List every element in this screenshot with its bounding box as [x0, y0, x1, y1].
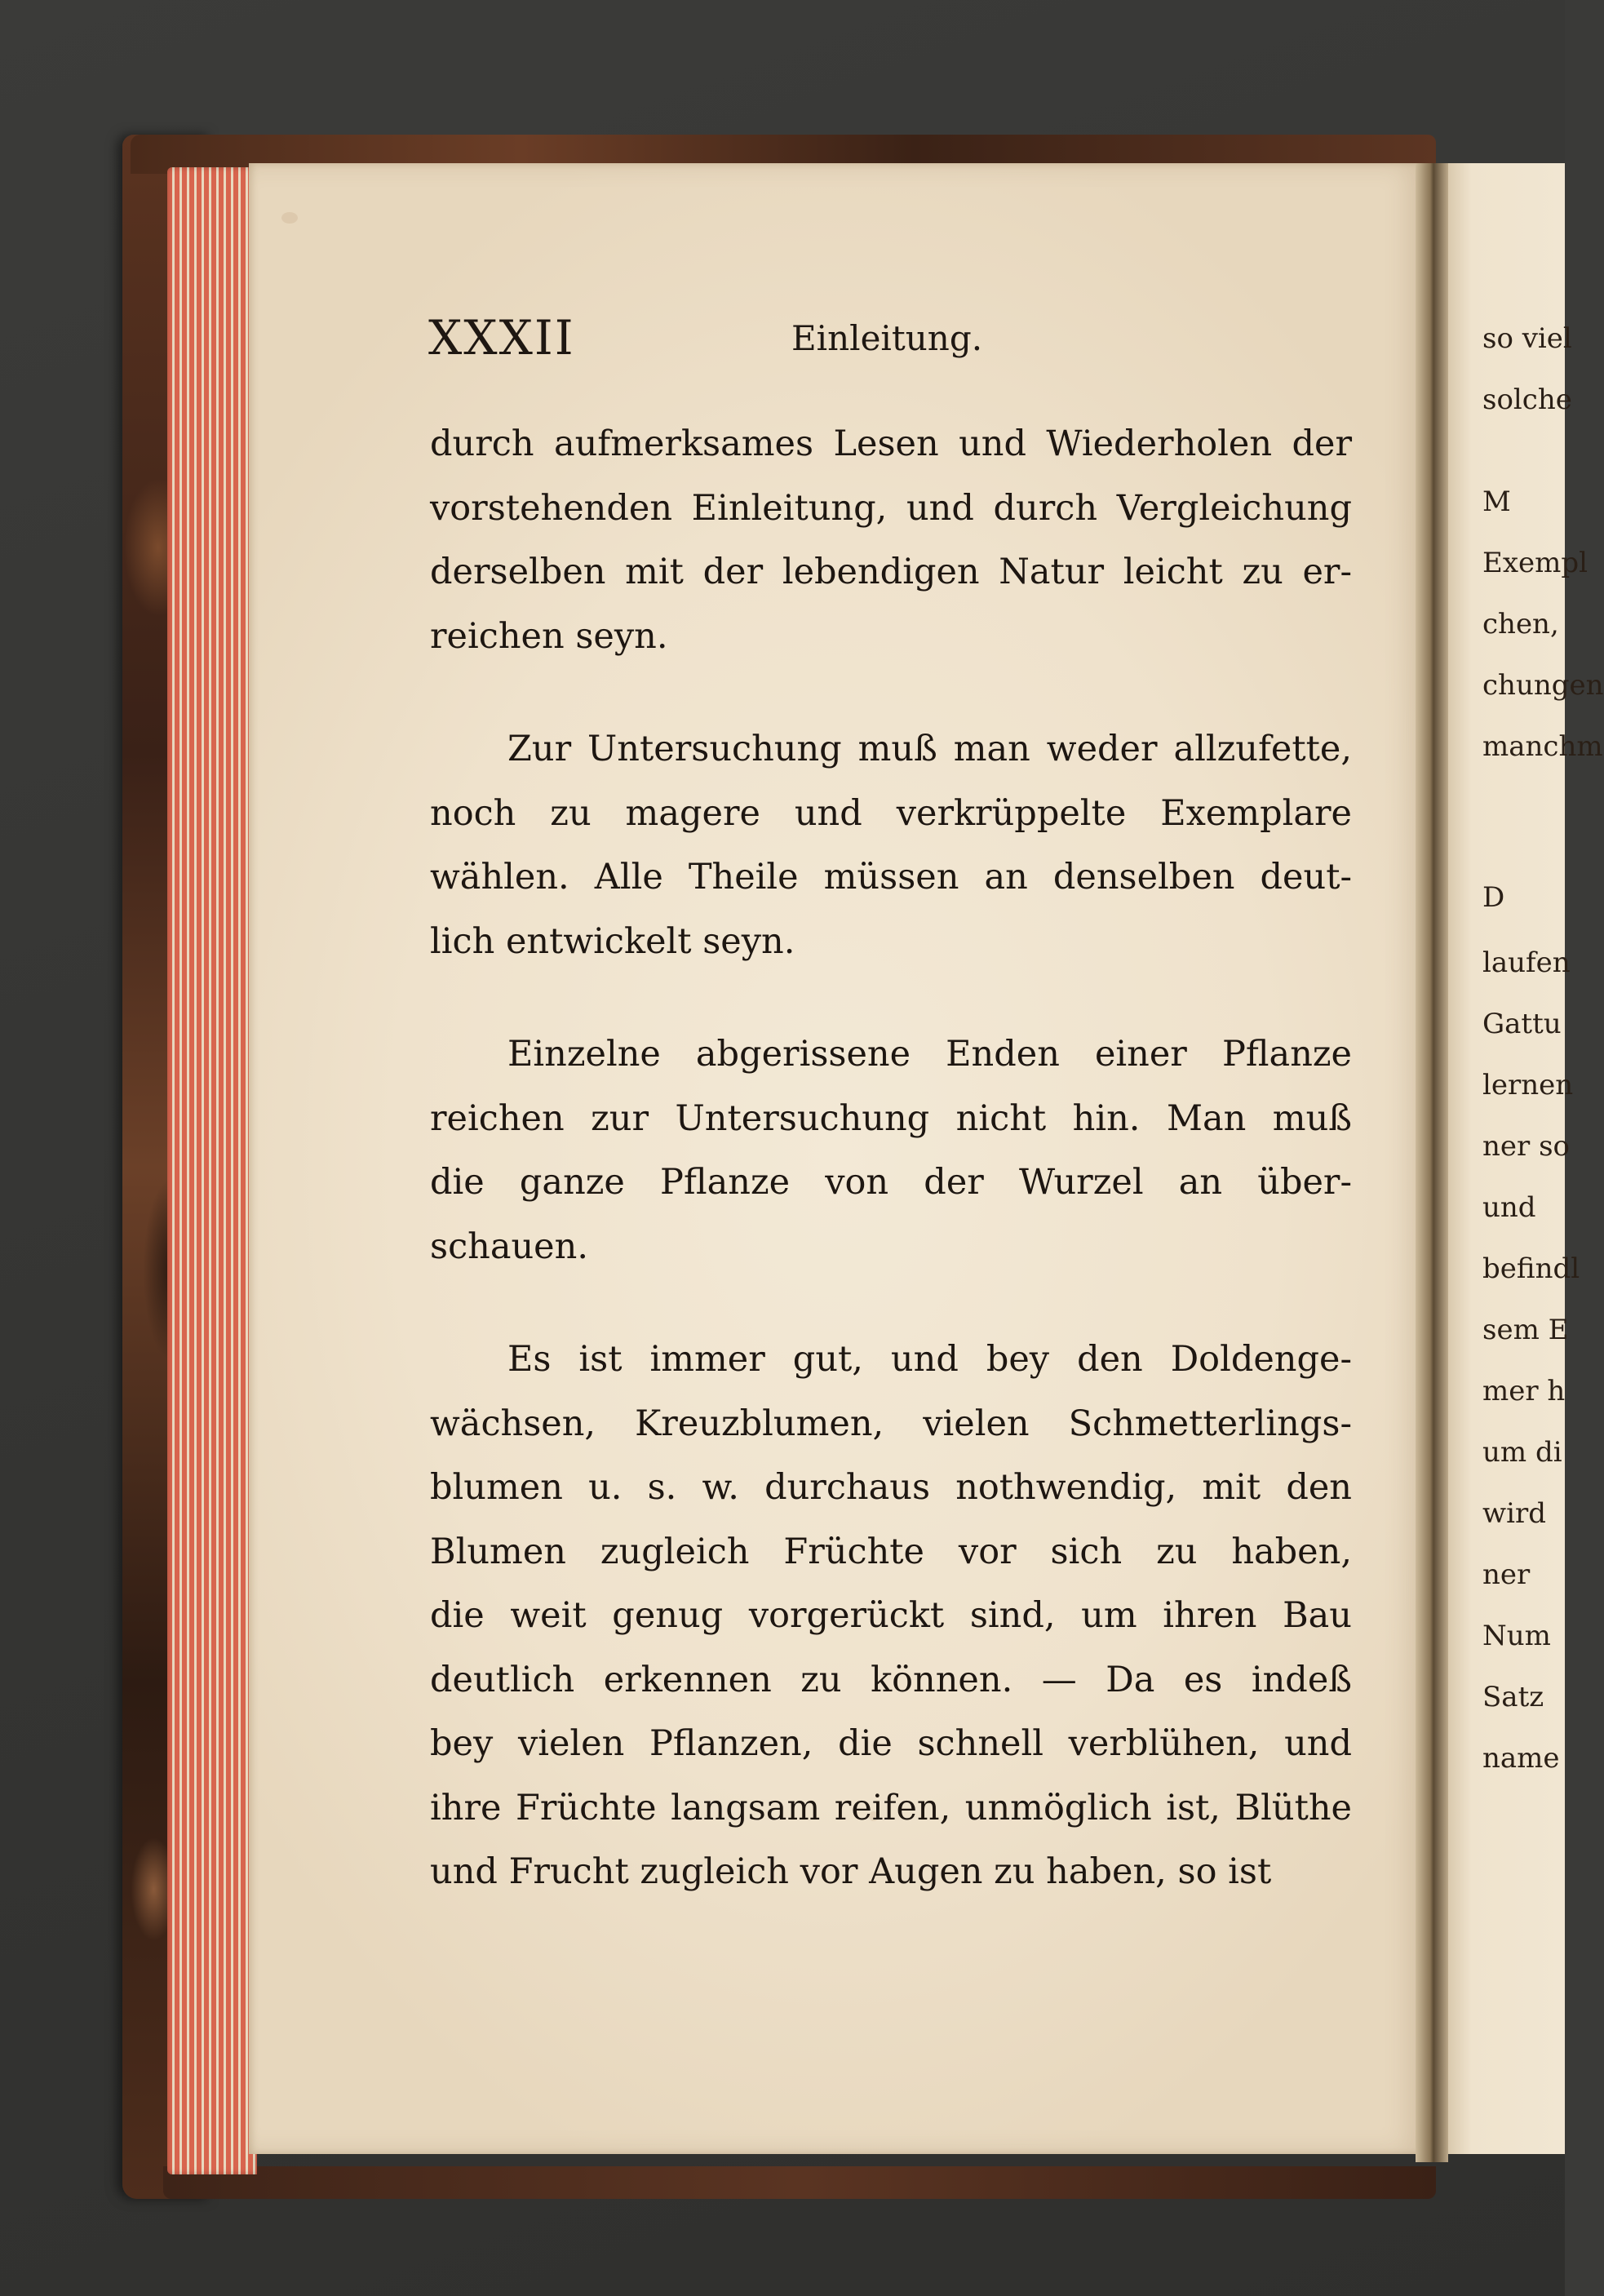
facing-page-fragment: chungen — [1482, 669, 1604, 702]
facing-page-fragment: mer h — [1482, 1375, 1566, 1407]
text-line: noch zu magere und verkrüppelte Exemplare — [430, 792, 1352, 834]
facing-page-fragment: Gattu — [1482, 1008, 1562, 1040]
facing-page-fragment: chen, — [1482, 608, 1559, 640]
text-line: Zur Untersuchung muß man weder allzufette, — [507, 729, 1352, 769]
text-line: blumen u. s. w. durchaus nothwendig, mit den — [430, 1467, 1352, 1508]
facing-page-fragment: ner — [1482, 1558, 1531, 1591]
paragraph — [430, 717, 1352, 973]
facing-page-fragment: und — [1482, 1191, 1536, 1224]
text-line: und Frucht zugleich vor Augen zu haben, so ist — [430, 1851, 1272, 1892]
facing-page-fragment: so viel — [1482, 322, 1572, 355]
facing-page-fragment: wird — [1482, 1497, 1546, 1530]
facing-page-fragment: Satz — [1482, 1681, 1544, 1713]
facing-page-fragment: laufen — [1482, 946, 1571, 979]
text-line: wählen. Alle Theile müssen an denselben deut- — [430, 857, 1352, 898]
foxing-spot — [281, 212, 298, 224]
text-line: Es ist immer gut, und bey den Doldenge- — [507, 1339, 1352, 1380]
text-line: Einzelne abgerissene Enden einer Pflanze — [507, 1034, 1352, 1075]
book-cover-bottom — [163, 2166, 1436, 2199]
book-gutter — [1416, 163, 1448, 2162]
text-line: bey vielen Pflanzen, die schnell verblühen, und — [430, 1723, 1352, 1764]
facing-page-fragment: solche — [1482, 383, 1572, 416]
text-line: ihre Früchte langsam reifen, unmöglich ist, Blüthe — [430, 1787, 1352, 1828]
facing-page-fragment: um di — [1482, 1436, 1562, 1469]
facing-page-fragment: lernen — [1482, 1069, 1574, 1101]
facing-page-fragment: D — [1482, 881, 1505, 914]
text-line: vorstehenden Einleitung, und durch Vergleichung — [430, 487, 1352, 529]
text-line: derselben mit der lebendigen Natur leicht zu er- — [430, 552, 1352, 592]
text-line: Blumen zugleich Früchte vor sich zu haben, — [430, 1531, 1352, 1572]
facing-page-fragment: Num — [1482, 1620, 1551, 1652]
page-number: XXXII — [428, 310, 575, 366]
left-page — [249, 163, 1424, 2154]
page-edges — [167, 167, 257, 2174]
facing-page-fragment: ner so — [1482, 1130, 1570, 1163]
text-line: reichen seyn. — [430, 615, 668, 657]
facing-page-fragment: manchm — [1482, 730, 1603, 763]
text-line: die weit genug vorgerückt sind, um ihren Bau — [430, 1595, 1352, 1636]
facing-page-fragment: sem E — [1482, 1314, 1569, 1346]
text-line: durch aufmerksames Lesen und Wiederholen der — [430, 423, 1352, 464]
text-line: lich entwickelt seyn. — [430, 920, 795, 962]
running-head: Einleitung. — [791, 318, 983, 358]
body-text — [430, 412, 1352, 1953]
paragraph — [430, 1022, 1352, 1279]
facing-page-fragment: M — [1482, 485, 1511, 518]
facing-page-fragment: befindl — [1482, 1252, 1580, 1285]
text-line: deutlich erkennen zu können. — Da es indeß — [430, 1659, 1352, 1700]
text-line: schauen. — [430, 1226, 588, 1267]
paragraph — [430, 412, 1352, 668]
paragraph — [430, 1328, 1352, 1904]
facing-page-fragment: Exempl — [1482, 547, 1588, 579]
text-line: reichen zur Untersuchung nicht hin. Man muß — [430, 1097, 1352, 1139]
text-line: wächsen, Kreuzblumen, vielen Schmetterlings- — [430, 1403, 1352, 1444]
facing-page — [1448, 163, 1604, 2154]
facing-page-fragment: name — [1482, 1742, 1560, 1775]
text-line: die ganze Pflanze von der Wurzel an über- — [430, 1162, 1352, 1203]
